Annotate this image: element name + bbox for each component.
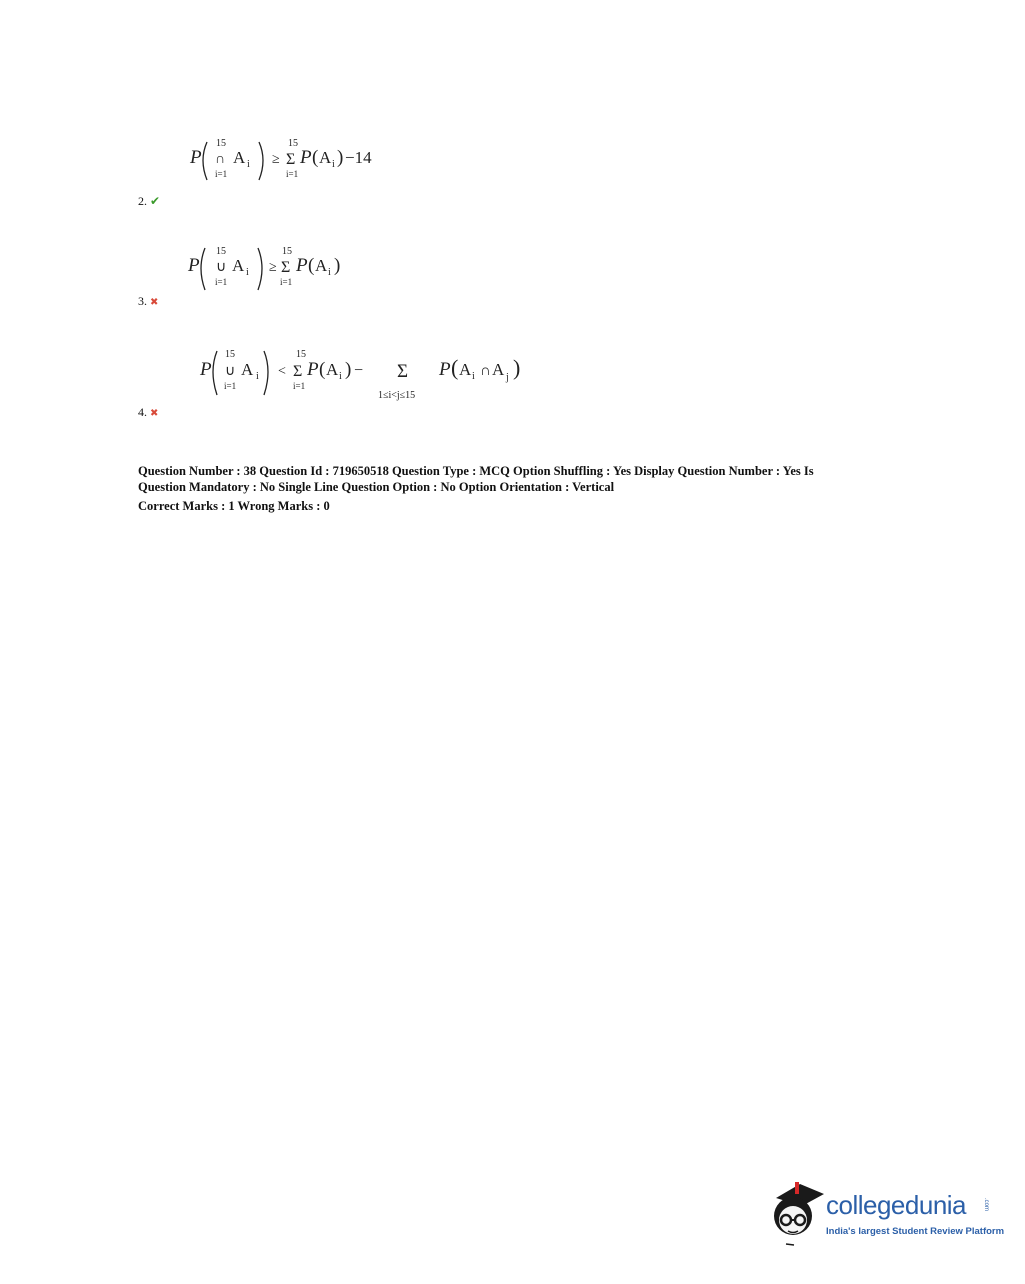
formula-a: A [241,360,254,379]
option-2-formula [185,132,415,187]
formula-a: A [319,148,332,167]
formula-sum: Σ [397,361,409,382]
brand-name: collegedunia [826,1190,967,1220]
svg-text:): ) [345,359,352,380]
formula-minus: − [354,362,364,379]
option-number: 3. [138,294,147,308]
option-3-formula [183,240,383,295]
formula-sum: Σ [286,151,296,168]
option-3-label [138,294,158,309]
formula-sub: i [328,267,331,278]
formula-op: ∩ [215,152,226,167]
svg-text:(: ( [451,355,459,380]
brand-domain: .com [983,1198,989,1212]
formula-p: P [190,147,202,168]
formula-a: A [233,148,246,167]
question-marks: Correct Marks : 1 Wrong Marks : 0 [138,499,330,513]
option-4-formula [195,343,555,405]
check-icon: ✔ [150,194,161,208]
formula-sub: i [332,159,335,170]
formula-lower: i=1 [280,277,293,287]
formula-sub: i [339,371,342,382]
formula-op: ∪ [216,260,227,275]
formula-sub: i [256,371,259,382]
cross-icon: ✖ [150,408,159,419]
formula-rel: ≥ [269,260,277,275]
formula-a: A [459,360,472,379]
formula-p: P [200,359,212,380]
formula-lower: i=1 [215,169,228,179]
formula-lower: i=1 [293,381,306,391]
option-number: 4. [138,405,147,419]
formula-a: A [326,360,339,379]
formula-upper: 15 [288,138,298,149]
formula-pairs-lower: 1≤i<j≤15 [378,390,416,401]
svg-text:): ) [334,255,341,276]
question-meta [138,463,898,514]
formula-a: A [492,360,505,379]
svg-text:(: ( [308,255,315,276]
formula-sub: j [506,372,509,383]
formula-p: P [307,359,319,380]
formula-sub: i [247,159,250,170]
option-2-label [138,194,160,209]
option-4-label [138,405,158,420]
question-meta-line-2: Question Mandatory : No Single Line Question Option : No Option Orientation : Vertical [138,480,615,494]
svg-text:): ) [513,355,521,380]
formula-op: ∪ [225,364,236,379]
formula-const: −14 [345,148,372,167]
formula-a: A [315,256,328,275]
cross-icon: ✖ [150,297,159,308]
formula-sum: Σ [293,363,303,380]
formula-rel: ≥ [272,152,280,167]
formula-upper: 15 [282,246,292,257]
formula-sub: i [472,371,475,382]
formula-sub: i [246,267,249,278]
question-meta-line-1: Question Number : 38 Question Id : 719650518 Question Type : MCQ Option Shuffling : Yes Display Question Number : Yes Is [138,464,814,478]
formula-p: P [296,255,308,276]
formula-lower: i=1 [286,169,299,179]
formula-p: P [439,359,451,380]
formula-p: P [188,255,200,276]
formula-lower: i=1 [215,277,228,287]
formula-upper: 15 [225,349,235,360]
mascot-icon [768,1178,826,1248]
svg-text:(: ( [312,147,319,168]
svg-text:(: ( [319,359,326,380]
formula-a: A [232,256,245,275]
formula-upper: 15 [296,349,306,360]
formula-upper: 15 [216,138,226,149]
formula-p: P [300,147,312,168]
formula-lower: i=1 [224,381,237,391]
formula-op: ∩ [480,363,491,379]
formula-upper: 15 [216,246,226,257]
collegedunia-logo [768,1178,1005,1248]
formula-sum: Σ [281,259,291,276]
option-number: 2. [138,194,147,208]
svg-text:): ) [337,147,344,168]
formula-rel: < [278,364,286,379]
brand-tagline: India's largest Student Review Platform [826,1226,1005,1237]
